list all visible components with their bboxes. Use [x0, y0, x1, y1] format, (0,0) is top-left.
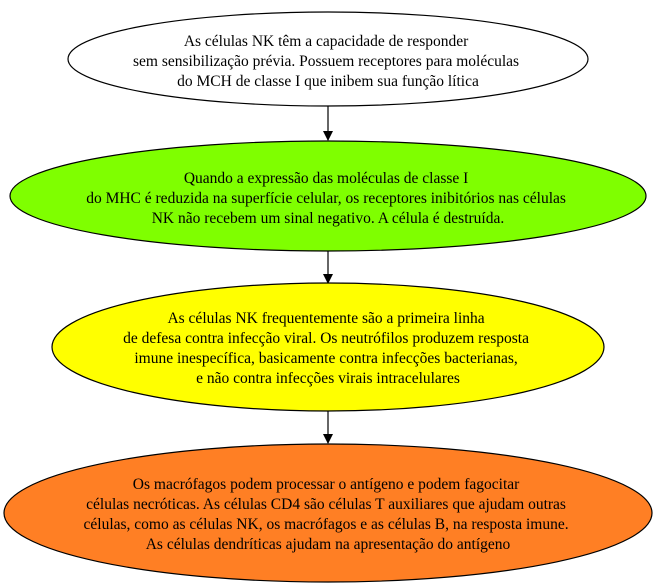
node-4-line-1: Os macrófagos podem processar o antígeno e podem fagocitar — [132, 476, 520, 493]
node-3-line-3: imune inespecífica, basicamente contra infecções bacterianas, — [134, 350, 518, 367]
node-1-line-1: As células NK têm a capacidade de responder — [183, 33, 469, 50]
node-3 — [52, 283, 604, 411]
node-3-line-1: As células NK frequentemente são a primeira linha — [167, 310, 485, 327]
node-4-line-4: As células dendríticas ajudam na apresentação do antígeno — [145, 536, 511, 553]
node-4-line-2: células necróticas. As células CD4 são células T auxiliares que ajudam outras — [86, 496, 566, 513]
node-2-line-2: do MHC é reduzida na superfície celular, os receptores inibitórios nas células — [86, 190, 566, 207]
node-3-line-2: de defesa contra infecção viral. Os neutrófilos produzem resposta — [123, 330, 529, 347]
node-1 — [68, 12, 588, 106]
node-1-text — [133, 33, 523, 90]
node-2 — [10, 141, 646, 251]
node-2-line-3: NK não recebem um sinal negativo. A célula é destruída. — [151, 210, 505, 227]
node-2-line-1: Quando a expressão das moléculas de classe I — [183, 170, 469, 187]
node-4-ellipse — [4, 444, 652, 582]
node-3-ellipse — [52, 283, 604, 411]
node-3-line-4: e não contra infecções virais intracelulares — [196, 370, 460, 387]
node-1-line-3: do MCH de classe I que inibem sua função lítica — [177, 73, 479, 90]
node-4 — [4, 444, 652, 582]
node-1-line-2: sem sensibilização prévia. Possuem receptores para moléculas — [133, 53, 520, 70]
node-4-line-3: células, como as células NK, os macrófagos e as células B, na resposta imune. — [83, 516, 569, 533]
